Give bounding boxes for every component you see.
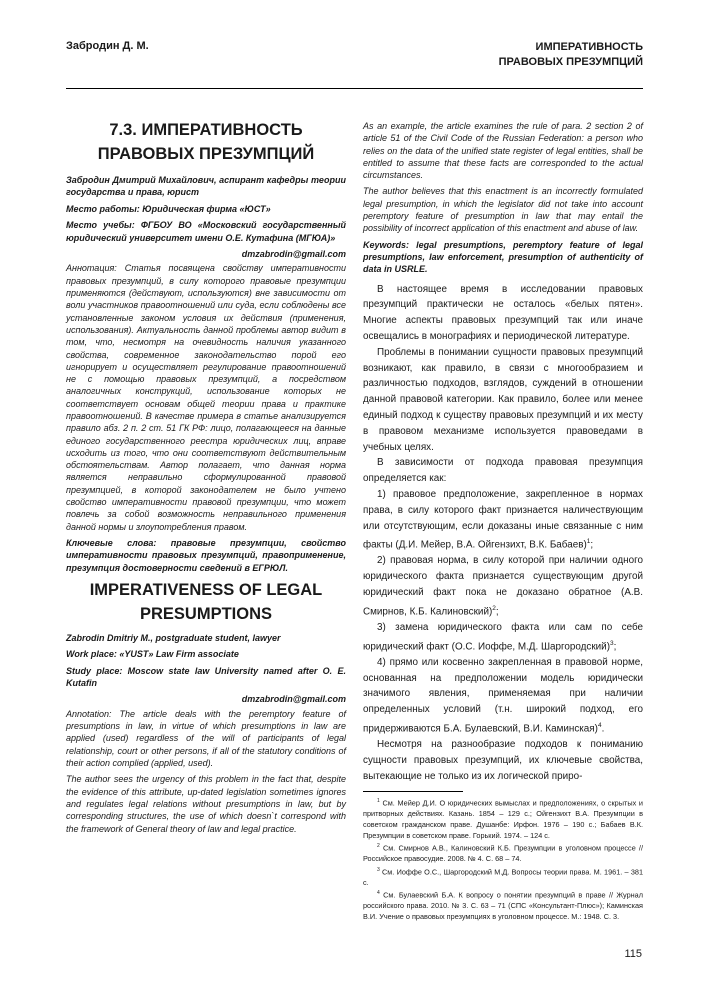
- header-rule: [66, 88, 643, 89]
- footnote-ref-3: 3: [610, 639, 614, 647]
- body-paragraph-5: [363, 553, 643, 619]
- footnote-3: [363, 865, 643, 889]
- footnote-number: 1: [377, 798, 380, 805]
- footnote-text: См. Иоффе О.С., Шаргородский М.Д. Вопросы теории права. М. 1961. – 381 с.: [363, 867, 643, 887]
- study-place-en: Study place: Moscow state law University named after O. E. Kutafin: [66, 665, 346, 689]
- body-paragraph-1: В настоящее время в исследовании правовых презумпций практически не осталось «белых пятен». Многие аспекты правовых презумпций так или иначе освещались в монографиях и периодической литературе.: [363, 283, 643, 342]
- page-number: 115: [624, 948, 642, 960]
- running-header-author: Забродин Д. М.: [66, 40, 149, 52]
- running-header-line-1: ИМПЕРАТИВНОСТЬ: [535, 41, 643, 53]
- abstract-en-p2: The author sees the urgency of this problem in the fact that, despite the evidence of this attribute, up-dated legislation sometimes ignores and regulates legal relations without presumptions in law, but by corresponding structures, the use of which doesn`t correspond with the framework of General theory of law and legal practice.: [66, 774, 346, 834]
- footnote-number: 3: [377, 866, 380, 873]
- body-paragraph-4: [363, 487, 643, 553]
- running-header-line-2: ПРАВОВЫХ ПРЕЗУМПЦИЙ: [498, 56, 643, 68]
- footnote-4: [363, 888, 643, 922]
- body-paragraph-7: [363, 655, 643, 737]
- keywords-text-en: legal presumptions, peremptory feature of legal presumptions, law enforcement, presumption of authenticity of data in USRLE.: [363, 239, 643, 275]
- footnote-number: 4: [377, 890, 380, 897]
- footnote-number: 2: [377, 843, 380, 850]
- right-column: [363, 120, 643, 923]
- body-paragraph-4-text: 1) правовое предположение, закрепленное в нормах права, в силу которого факт признается наличествующим или отсутствующим, если доказаны иные связанные с ним факты (Д.И. Мейер, В.А. Ойгензихт, В.К. Бабаев): [363, 488, 643, 551]
- abstract-en-p3: As an example, the article examines the rule of para. 2 section 2 of article 51 of the Civil Code of the Russian Federation: a person who relies on the data of the unified state register of legal entities, shall be entitled to assume that these facts are corresponded to the actual circumstances.: [363, 121, 643, 181]
- body-paragraph-7-end: .: [601, 723, 605, 735]
- body-paragraph-8: Несмотря на разнообразие подходов к пониманию сущности правовых презумпций, их ключевые свойства, вытекающие не только из их логической приро-: [363, 739, 643, 782]
- abstract-ru: Аннотация: Статья посвящена свойству императивности правовых презумпций, в силу которого правовые презумпции применяются (действуют, используются) вне зависимости от воли участников правоотношений или суда, если соблюдены все установленные законом условия их действия (применения, использования). Актуальность данной проблемы автор видит в том, что, несмотря на очевидность наличия указанного свойства, современное законодательство порой его игнорирует и осуществляет регулирование правоотношений не с помощью правовых презумпций, а посредством аналогичных конструкций, использование которых не соответствует основам общей теории права и практике правоотношений. В качестве примера в статье анализируется правило абз. 2 п. 2 ст. 51 ГК РФ: лицо, полагающееся на данные единого государственного реестра юридических лиц, вправе исходить из того, что они соответствуют действительным обстоятельствам. Автор полагает, что данная норма является неправильно сформулированной правовой презумпцией, в которой законодателем не было учтено свойство императивности правовой презумпции, что может повлечь за собой возможность неправильного применения данной нормы и злоупотребления правом.: [66, 263, 346, 532]
- footnote-text: См. Смирнов А.В., Калиновский К.Б. Презумпции в уголовном процессе // Российское правосудие. 2008. № 4. С. 68 – 74.: [363, 843, 643, 864]
- study-place-ru: Место учебы: ФГБОУ ВО «Московский государственный юридический университет имени О.Е. Кутафина (МГЮА)»: [66, 220, 346, 243]
- body-paragraph-7-text: 4) прямо или косвенно закрепленная в правовой норме, основанная на предположении модель юридически значимого явления, применяемая при наличии определенных условий (т.н. широкий подход, его придерживаются Б.А. Булаевский, В.И. Каминская): [363, 656, 643, 735]
- running-header-section: [343, 40, 643, 70]
- body-paragraph-6-text: 3) замена юридического факта или сам по себе юридический факт (О.С. Иоффе, М.Д. Шаргородский): [363, 621, 643, 652]
- footnote-text: См. Булаевский Б.А. К вопросу о понятии презумпций в праве // Журнал российского права. 2010. № 3. С. 63 – 71 (СПС «Консультант-Плюс»); Каминская В.И. Учение о правовых презумпциях в уголовном процессе. М.: 1948. С. 3.: [363, 890, 643, 922]
- footnote-2: [363, 841, 643, 865]
- footnote-text: См. Мейер Д.И. О юридических вымыслах и предположениях, о скрытых и притворных действиях. Казань. 1854 – 129 с.; Ойгензихт В.А. Презумпции в советском гражданском праве. Душанбе: Ирфон. 1976 – 190 с.; Бабаев В.К. Презумпции в советском праве. Горький. 1974. – 124 с.: [363, 798, 643, 840]
- body-paragraph-3: В зависимости от подхода правовая презумпция определяется как:: [363, 457, 643, 485]
- article-title-ru: 7.3. ИМПЕРАТИВНОСТЬ ПРАВОВЫХ ПРЕЗУМПЦИЙ: [97, 121, 315, 163]
- footnote-ref-1: 1: [586, 538, 591, 546]
- keywords-label-en: Keywords:: [363, 239, 410, 250]
- author-info-en: Zabrodin Dmitriy M., postgraduate student, lawyer: [66, 632, 281, 643]
- work-place-ru: Место работы: Юридическая фирма «ЮСТ»: [66, 203, 271, 214]
- body-paragraph-6: [363, 620, 643, 655]
- footnote-1: [363, 796, 643, 841]
- author-email-ru: dmzabrodin@gmail.com: [241, 249, 346, 260]
- footnote-rule: [363, 791, 463, 792]
- body-paragraph-2: Проблемы в понимании сущности правовых презумпций возникают, как правило, в связи с многообразием и различностью подходов, взглядов, суждений в отношении данной правовой категории. Как правило, более или менее единый подход к существу правовых презумпций и их месту в правовом механизме используется правоведами в учебных целях.: [363, 346, 643, 453]
- keywords-ru: [66, 537, 346, 574]
- author-info-ru: Забродин Дмитрий Михайлович, аспирант кафедры теории государства и права, юрист: [66, 175, 346, 198]
- body-paragraph-6-end: ;: [613, 640, 617, 652]
- body-paragraph-4-end: ;: [590, 539, 594, 551]
- footnote-ref-2: 2: [492, 604, 496, 612]
- keywords-label-ru: Ключевые слова:: [66, 537, 157, 548]
- body-paragraph-5-end: ;: [495, 606, 499, 618]
- abstract-en-p1: Annotation: The article deals with the peremptory feature of presumptions in law, in virtue of which presumptions in law are applied (used) regardless of the will of participants of legal relationship, court or other persons, if all of the statutory conditions of their action complied (applied, used).: [66, 708, 346, 769]
- body-paragraph-5-text: 2) правовая норма, в силу которой при наличии одного юридического факта признается существующим другой юридический факт пока не доказано обратное (А.В. Смирнов, К.Б. Калиновский): [363, 555, 643, 618]
- work-place-en: Work place: «YUST» Law Firm associate: [66, 649, 239, 660]
- keywords-en: [363, 239, 643, 276]
- left-column: [66, 118, 346, 839]
- abstract-en-p4: The author believes that this enactment is an incorrectly formulated legal presumption, in which the legislator did not take into account peremptory feature of presumption in law that may entail the possibility of incorrect application of this enactment and abuse of law.: [363, 186, 643, 234]
- author-email-en: dmzabrodin@gmail.com: [241, 694, 346, 705]
- footnote-ref-4: 4: [597, 721, 602, 729]
- article-title-en: IMPERATIVENESS OF LEGAL PRESUMPTIONS: [89, 580, 323, 623]
- keywords-text-ru: правовые презумпции, свойство императивности правовых презумпций, правоприменение, презумпция достоверности сведений в ЕГРЮЛ.: [66, 537, 346, 573]
